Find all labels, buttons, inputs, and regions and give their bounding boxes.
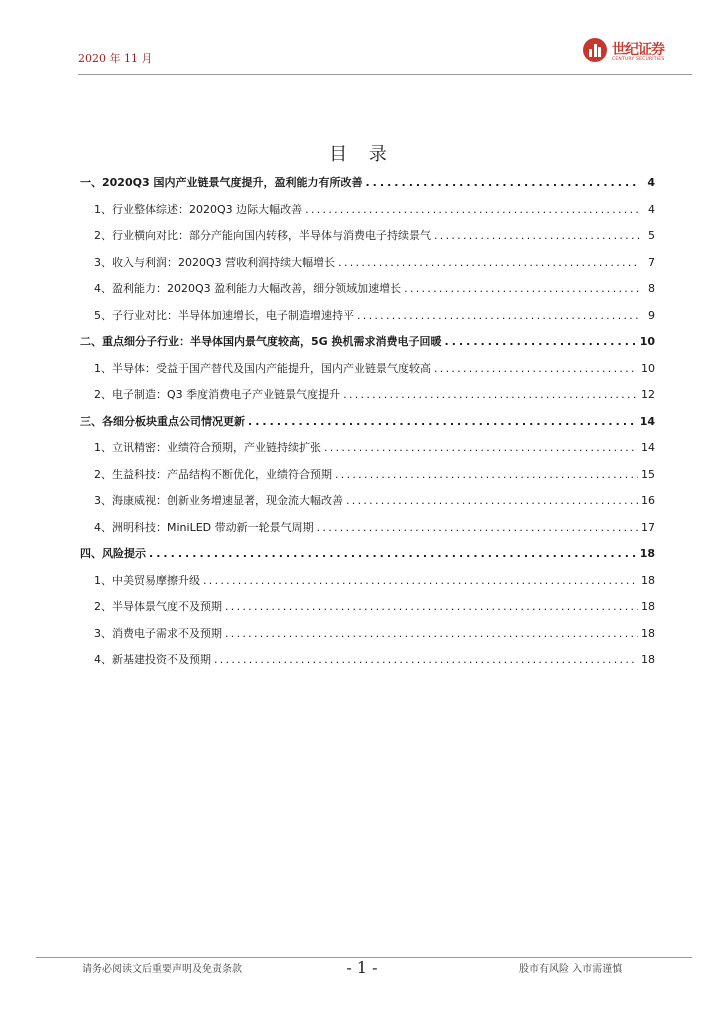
toc-entry-page: 14 [639, 414, 655, 428]
toc-entry-title: 1、立讯精密：业绩符合预期，产业链持续扩张 [94, 441, 321, 454]
report-date: 2020 年 11 月 [78, 52, 153, 65]
toc-dot-leader [305, 197, 640, 224]
toc-subsection-entry[interactable] [78, 356, 655, 383]
toc-subsection-entry[interactable] [78, 594, 655, 621]
toc-dot-leader [365, 170, 640, 197]
toc-entry-title: 三、各细分板块重点公司情况更新 [80, 414, 245, 428]
toc-entry-page: 17 [641, 520, 655, 534]
toc-entry-title: 2、行业横向对比：部分产能向国内转移，半导体与消费电子持续景气 [94, 229, 431, 242]
toc-dot-leader [317, 515, 638, 542]
toc-entry-title: 1、行业整体综述：2020Q3 边际大幅改善 [94, 202, 303, 216]
logo-emblem-icon [583, 38, 607, 62]
toc-dot-leader [357, 303, 640, 330]
toc-entry-title: 3、海康威视：创新业务增速显著，现金流大幅改善 [94, 494, 343, 507]
toc-entry-title: 二、重点细分子行业：半导体国内景气度较高，5G 换机需求消费电子回暖 [80, 335, 442, 348]
toc-dot-leader [434, 356, 638, 383]
toc-entry-title: 2、半导体景气度不及预期 [94, 600, 222, 613]
toc-subsection-entry[interactable] [78, 250, 655, 277]
page-number: - 1 - [346, 958, 378, 977]
toc-subsection-entry[interactable] [78, 621, 655, 648]
toc-subsection-entry[interactable] [78, 462, 655, 489]
toc-dot-leader [248, 409, 637, 436]
toc-section-entry[interactable] [78, 170, 655, 197]
toc-entry-page: 12 [641, 388, 655, 401]
toc-subsection-entry[interactable] [78, 303, 655, 330]
toc-dot-leader [346, 488, 638, 515]
toc-entry-title: 5、子行业对比：半导体加速增长，电子制造增速持平 [94, 308, 354, 322]
toc-dot-leader [404, 276, 640, 303]
toc-entry-title: 四、风险提示 [80, 547, 146, 560]
toc-dot-leader [338, 250, 640, 277]
toc-subsection-entry[interactable] [78, 197, 655, 224]
header-divider [78, 74, 692, 75]
toc-entry-page: 9 [648, 308, 655, 322]
footer-disclaimer: 请务必阅读文后重要声明及免责条款 [82, 964, 242, 975]
footer-risk-notice: 股市有风险 入市需谨慎 [519, 964, 623, 975]
toc-entry-title: 2、电子制造：Q3 季度消费电子产业链景气度提升 [94, 388, 341, 401]
toc-entry-page: 10 [639, 335, 655, 348]
toc-section-entry[interactable] [78, 541, 655, 568]
toc-entry-page: 18 [641, 626, 655, 640]
toc-subsection-entry[interactable] [78, 223, 655, 250]
toc-dot-leader [149, 541, 637, 568]
toc-entry-page: 8 [648, 282, 655, 295]
toc-entry-title: 3、消费电子需求不及预期 [94, 626, 222, 640]
toc-subsection-entry[interactable] [78, 647, 655, 674]
toc-entry-title: 1、半导体：受益于国产替代及国内产能提升，国内产业链景气度较高 [94, 361, 431, 375]
toc-entry-page: 14 [641, 441, 655, 454]
toc-subsection-entry[interactable] [78, 382, 655, 409]
company-logo [583, 38, 703, 68]
toc-entry-page: 18 [641, 600, 655, 613]
toc-entry-title: 4、新基建投资不及预期 [94, 653, 211, 666]
toc-dot-leader [203, 568, 638, 595]
toc-dot-leader [214, 647, 638, 674]
toc-entry-page: 4 [647, 176, 655, 189]
logo-subtext: CENTURY SECURITIES [612, 57, 665, 62]
toc-subsection-entry[interactable] [78, 568, 655, 595]
toc-section-entry[interactable] [78, 329, 655, 356]
toc-entry-page: 10 [641, 361, 655, 375]
toc-entry-title: 3、收入与利润：2020Q3 营收利润持续大幅增长 [94, 255, 336, 269]
toc-dot-leader [343, 382, 638, 409]
toc-entry-page: 18 [641, 573, 655, 587]
toc-subsection-entry[interactable] [78, 435, 655, 462]
toc-dot-leader [225, 594, 638, 621]
toc-dot-leader [434, 223, 640, 250]
toc-entry-page: 7 [648, 255, 655, 269]
logo-text: 世纪证券 [612, 42, 664, 58]
toc-subsection-entry[interactable] [78, 276, 655, 303]
toc-entry-title: 一、2020Q3 国内产业链景气度提升，盈利能力有所改善 [80, 176, 363, 189]
toc-title: 目 录 [329, 144, 395, 165]
toc-subsection-entry[interactable] [78, 515, 655, 542]
toc-entry-page: 4 [648, 202, 655, 216]
toc-dot-leader [225, 621, 638, 648]
toc-entry-title: 1、中美贸易摩擦升级 [94, 573, 200, 587]
toc-section-entry[interactable] [78, 409, 655, 436]
toc-entry-title: 4、盈利能力：2020Q3 盈利能力大幅改善，细分领域加速增长 [94, 282, 402, 295]
toc-entry-title: 2、生益科技：产品结构不断优化，业绩符合预期 [94, 467, 332, 481]
toc-dot-leader [445, 329, 637, 356]
toc-dot-leader [324, 435, 638, 462]
toc-dot-leader [335, 462, 638, 489]
toc-entry-page: 15 [641, 467, 655, 481]
toc-entry-page: 16 [641, 494, 655, 507]
toc-entry-page: 5 [648, 229, 655, 242]
toc-subsection-entry[interactable] [78, 488, 655, 515]
toc-entry-page: 18 [641, 653, 655, 666]
table-of-contents [78, 170, 655, 674]
toc-entry-title: 4、洲明科技：MiniLED 带动新一轮景气周期 [94, 520, 314, 534]
toc-entry-page: 18 [639, 547, 655, 560]
